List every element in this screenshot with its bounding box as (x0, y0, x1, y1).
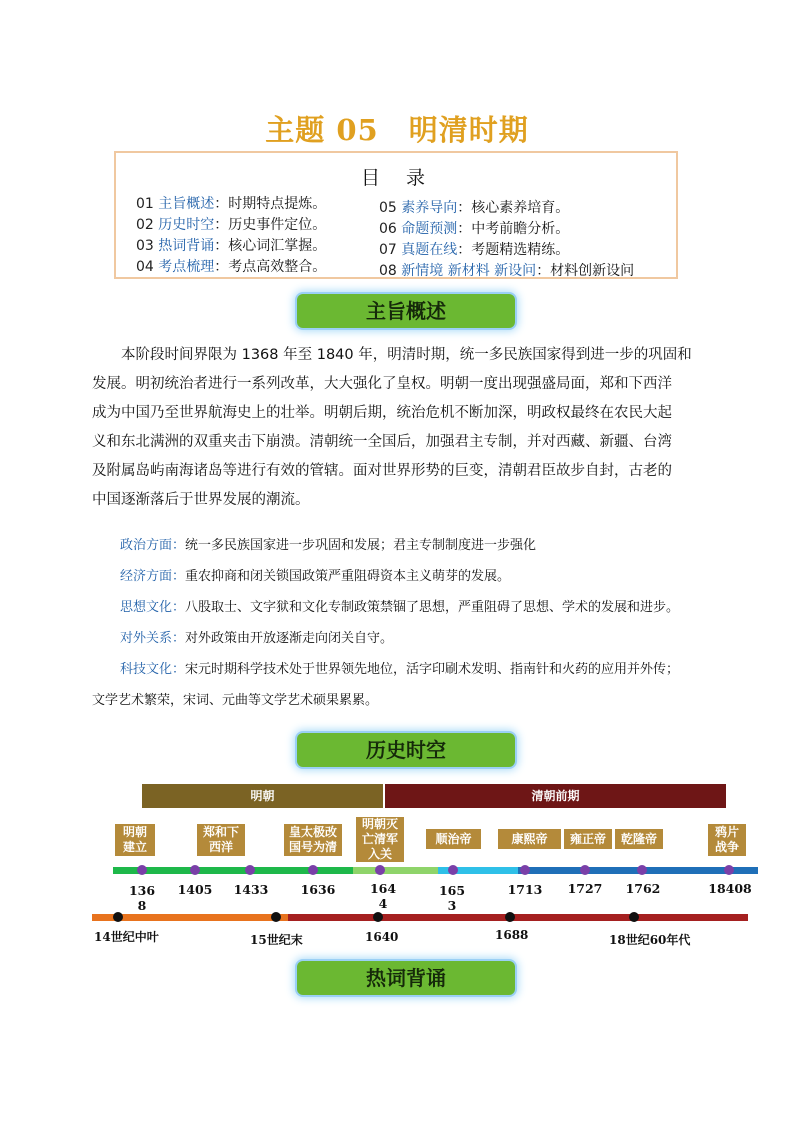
toc-item-08[interactable] (379, 262, 634, 280)
timeline-dot (520, 865, 530, 875)
overview-line: 及附属岛屿南海诸岛等进行有效的管辖。面对世界形势的巨变，清朝君臣故步自封，古老的 (92, 463, 672, 479)
page-title: 主题 05 明清时期 (265, 113, 529, 147)
aspect-economic (92, 561, 722, 592)
overview-line: 成为中国乃至世界航海史上的壮举。明朝后期，统治危机不断加深，明政权最终在农民大起 (92, 405, 672, 421)
timeline-dot (308, 865, 318, 875)
overview-line: 发展。明初统治者进行一系列改革，大大强化了皇权。明朝一度出现强盛局面，郑和下西洋 (92, 376, 672, 392)
event-label: 皇太极改国号为清 (288, 825, 337, 854)
toc-heading: 目 录 (360, 167, 436, 189)
lower-timeline-dot (629, 912, 639, 922)
overview-paragraph (92, 341, 692, 515)
toc-name: 真题在线 (401, 242, 458, 258)
timeline-year: 164 4 (369, 881, 397, 911)
aspect-label: 思想文化： (120, 600, 186, 615)
timeline-year: 1727 (567, 881, 603, 896)
aspect-label: 经济方面： (120, 569, 186, 584)
overview-line: 中国逐渐落后于世界发展的潮流。 (92, 492, 310, 508)
toc-num: 02 (136, 217, 154, 233)
lower-timeline-dot (113, 912, 123, 922)
timeline-year: 165 3 (438, 883, 466, 913)
aspect-text: 统一多民族国家进一步巩固和发展；君主专制制度进一步强化 (185, 538, 537, 553)
toc-name: 历史时空 (158, 217, 215, 233)
toc-num: 01 (136, 196, 154, 212)
event-zhenghe-voyages (197, 824, 245, 856)
aspect-tech-continued: 文学艺术繁荣，宋词、元曲等文学艺术硕果累累。 (92, 693, 379, 708)
aspect-thought (92, 592, 722, 623)
timeline-dot (375, 865, 385, 875)
lower-timeline-label: 18世纪60年代 (609, 933, 691, 947)
event-ming-founded (115, 824, 155, 856)
toc-desc: ：时期特点提炼。 (214, 196, 327, 212)
lower-timeline-label: 14世纪中叶 (94, 930, 159, 944)
era-bar-qing: 清朝前期 (385, 784, 726, 808)
lower-timeline-label: 15世纪末 (250, 933, 303, 947)
toc-num: 03 (136, 238, 154, 254)
toc-desc: ：核心素养培育。 (457, 200, 570, 216)
toc-item-01[interactable] (136, 195, 326, 213)
toc-desc: ：历史事件定位。 (214, 217, 327, 233)
toc-item-02[interactable] (136, 216, 326, 234)
toc-name: 命题预测 (401, 221, 458, 237)
lower-timeline-dot (505, 912, 515, 922)
timeline-year: 18408 (708, 881, 752, 896)
timeline-dot (637, 865, 647, 875)
toc-num: 06 (379, 221, 397, 237)
timeline-dot (448, 865, 458, 875)
event-huangtaiji-qing (284, 824, 342, 856)
event-label: 鸦片战争 (714, 825, 739, 854)
event-label: 明朝灭亡清军入关 (361, 817, 398, 861)
toc-item-05[interactable] (379, 199, 569, 217)
overview-line: 义和东北满洲的双重夹击下崩溃。清朝统一全国后，加强君主专制，并对西藏、新疆、台湾 (92, 434, 672, 450)
toc-name: 素养导向 (401, 200, 458, 216)
aspect-tech (92, 654, 722, 685)
event-label: 明朝建立 (122, 825, 147, 854)
lower-timeline-dot (373, 912, 383, 922)
timeline-year: 1636 (300, 882, 336, 897)
toc-item-04[interactable] (136, 258, 326, 276)
section-header-hotwords: 热词背诵 (297, 961, 515, 995)
timeline-dot (580, 865, 590, 875)
toc-desc: ：核心词汇掌握。 (214, 238, 327, 254)
aspect-text: 八股取士、文字狱和文化专制政策禁锢了思想，严重阻碍了思想、学术的发展和进步。 (185, 600, 680, 615)
overview-line: 本阶段时间界限为 1368 年至 1840 年，明清时期，统一多民族国家得到进一步的巩固和 (121, 347, 692, 363)
toc-box (114, 151, 678, 279)
toc-num: 05 (379, 200, 397, 216)
lower-timeline-red (288, 914, 748, 921)
timeline-year: 1405 (177, 882, 213, 897)
aspect-text: 宋元时期科学技术处于世界领先地位，活字印刷术发明、指南针和火药的应用并外传； (185, 662, 680, 677)
timeline-dot (137, 865, 147, 875)
toc-item-06[interactable] (379, 220, 569, 238)
toc-desc: ：考题精选精练。 (457, 242, 570, 258)
aspects-list (92, 530, 722, 716)
timeline-dot (245, 865, 255, 875)
aspect-label: 政治方面： (120, 538, 186, 553)
event-shunzhi: 顺治帝 (426, 829, 481, 849)
section-header-timeline: 历史时空 (297, 733, 515, 767)
toc-num: 04 (136, 259, 154, 275)
section-header-overview: 主旨概述 (297, 294, 515, 328)
aspect-foreign (92, 623, 722, 654)
timeline-dot (190, 865, 200, 875)
timeline-segment-transition (353, 867, 438, 874)
toc-desc: ：考点高效整合。 (214, 259, 327, 275)
timeline-year: 1433 (233, 882, 269, 897)
toc-name: 考点梳理 (158, 259, 215, 275)
lower-timeline-dot (271, 912, 281, 922)
aspect-label: 科技文化： (120, 662, 186, 677)
toc-num: 07 (379, 242, 397, 258)
toc-name: 热词背诵 (158, 238, 215, 254)
aspect-text: 重农抑商和闭关锁国政策严重阻碍资本主义萌芽的发展。 (185, 569, 511, 584)
timeline-year: 136 8 (128, 883, 156, 913)
toc-item-03[interactable] (136, 237, 326, 255)
toc-name: 主旨概述 (158, 196, 215, 212)
lower-timeline-label: 1688 (495, 928, 529, 942)
aspect-political (92, 530, 722, 561)
event-opium-war (708, 824, 746, 856)
toc-desc: ：材料创新设问 (536, 263, 635, 279)
event-qianlong: 乾隆帝 (615, 829, 663, 849)
timeline-dot (724, 865, 734, 875)
event-ming-fall (356, 817, 404, 862)
aspect-label: 对外关系： (120, 631, 186, 646)
event-kangxi: 康熙帝 (498, 829, 561, 849)
toc-num: 08 (379, 263, 397, 279)
event-label: 郑和下西洋 (202, 825, 239, 854)
era-bar-ming: 明朝 (142, 784, 383, 808)
event-yongzheng: 雍正帝 (564, 829, 612, 849)
aspect-text: 对外政策由开放逐渐走向闭关自守。 (185, 631, 394, 646)
timeline-year: 1762 (625, 881, 661, 896)
toc-name: 新情境 新材料 新设问 (401, 263, 537, 279)
timeline-year: 1713 (507, 882, 543, 897)
toc-desc: ：中考前瞻分析。 (457, 221, 570, 237)
lower-timeline-label: 1640 (365, 930, 399, 944)
toc-item-07[interactable] (379, 241, 569, 259)
